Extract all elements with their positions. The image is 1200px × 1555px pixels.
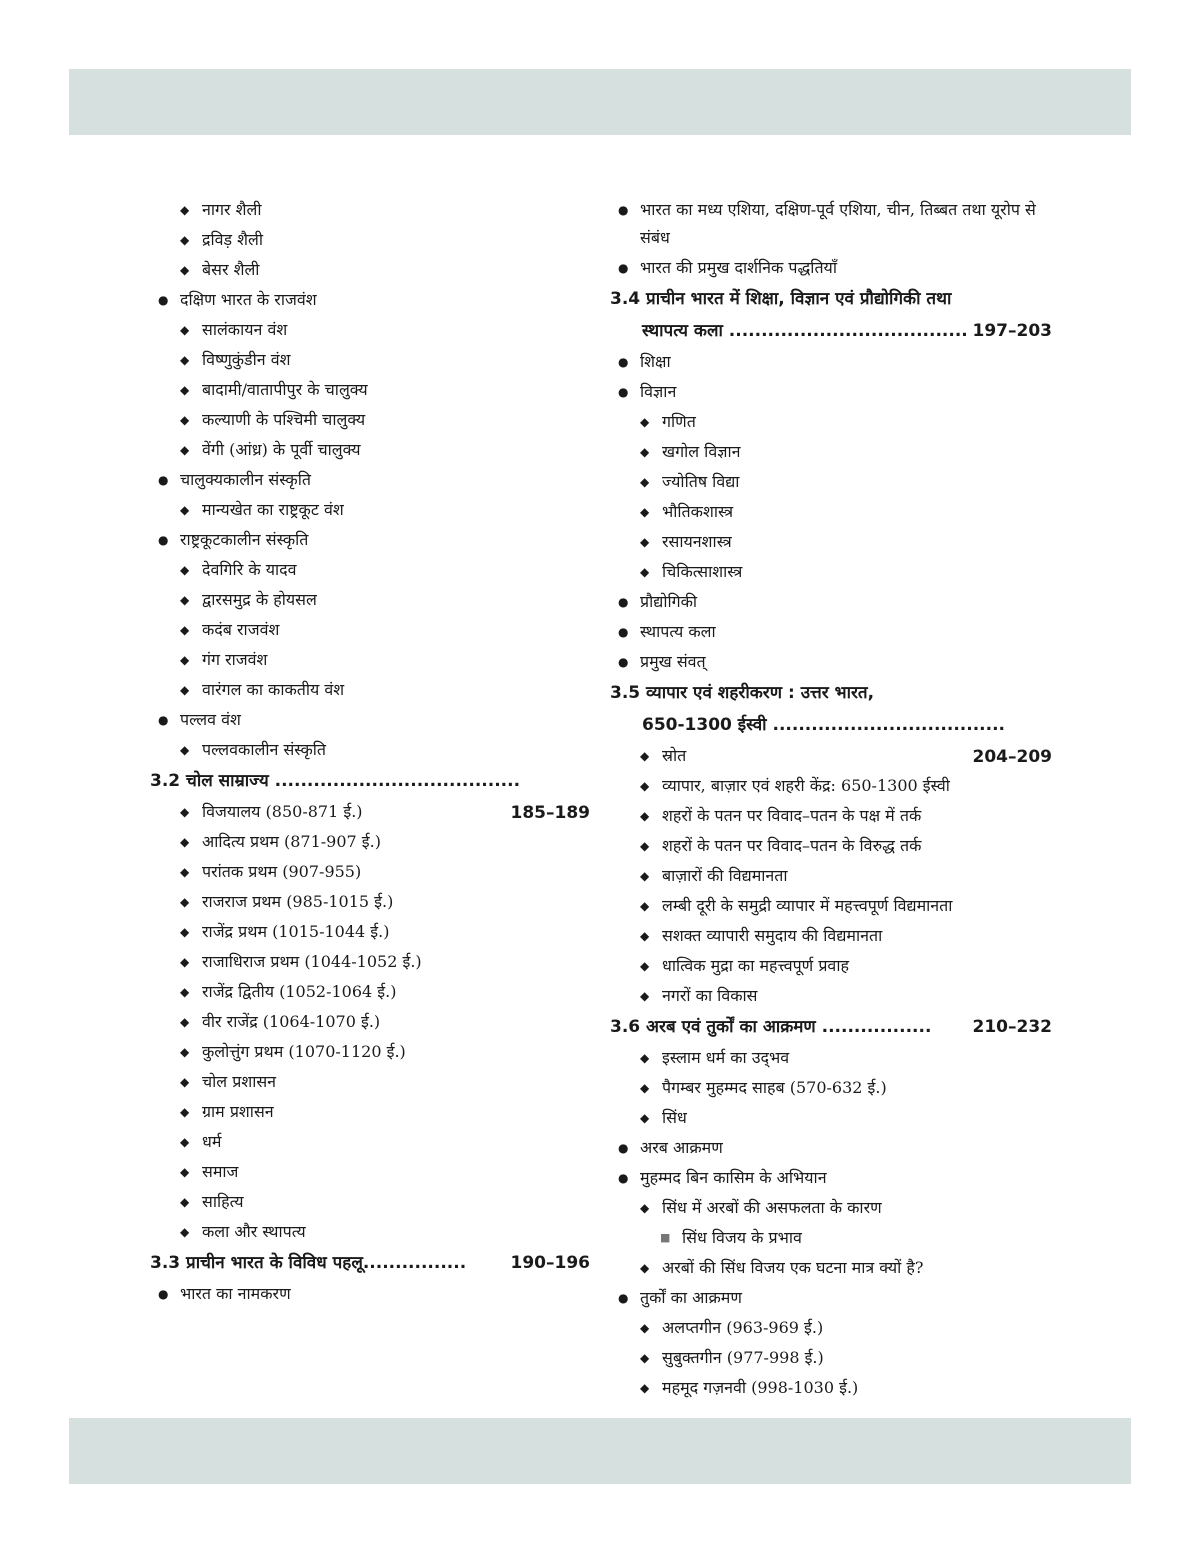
toc-item: [610, 891, 1052, 921]
diamond-bullet-icon: ◆: [180, 203, 190, 217]
toc-item-label: मान्यखेत का राष्ट्रकूट वंश: [202, 500, 344, 519]
diamond-bullet-icon: ◆: [180, 623, 190, 637]
toc-item-label: सिंध में अरबों की असफलता के कारण: [662, 1198, 882, 1217]
toc-item: [610, 1373, 1052, 1403]
toc-item: [610, 1073, 1052, 1103]
bullet-dot-icon: ●: [158, 473, 169, 487]
toc-item-label: शहरों के पतन पर विवाद–पतन के पक्ष में तर्क: [662, 806, 922, 825]
diamond-bullet-icon: ◆: [640, 1321, 650, 1335]
toc-item: [610, 921, 1052, 951]
toc-item: [150, 1067, 590, 1097]
diamond-bullet-icon: ◆: [640, 809, 650, 823]
toc-item-label: परांतक प्रथम (907-955): [202, 862, 362, 881]
toc-item-label: साहित्य: [202, 1192, 244, 1211]
toc-item-label: ग्राम प्रशासन: [202, 1102, 274, 1121]
header-band: [69, 69, 1131, 135]
bullet-dot-icon: ●: [618, 1291, 629, 1305]
toc-item: [150, 555, 590, 585]
toc-item-label: भारत का मध्य एशिया, दक्षिण-पूर्व एशिया, चीन, तिब्बत तथा यूरोप से संबंध: [640, 200, 1036, 247]
toc-item-label: बाज़ारों की विद्यमानता: [662, 866, 788, 885]
bullet-dot-icon: ●: [618, 595, 629, 609]
diamond-bullet-icon: ◆: [180, 1225, 190, 1239]
square-bullet-icon: ■: [660, 1231, 671, 1244]
diamond-bullet-icon: ◆: [640, 445, 650, 459]
diamond-bullet-icon: ◆: [180, 383, 190, 397]
diamond-bullet-icon: ◆: [640, 779, 650, 793]
toc-item: [150, 917, 590, 947]
toc-item: [610, 557, 1052, 587]
toc-item-label: विष्णुकुंडीन वंश: [202, 350, 291, 369]
toc-item: [610, 1163, 1052, 1193]
diamond-bullet-icon: ◆: [640, 415, 650, 429]
section-heading: [610, 1011, 1052, 1043]
toc-item-label: राजेंद्र द्वितीय (1052-1064 ई.): [202, 982, 397, 1001]
toc-item-label: स्रोत: [662, 746, 687, 765]
toc-item: [150, 827, 590, 857]
section-title: 3.5 व्यापार एवं शहरीकरण : उत्तर भारत,: [610, 683, 875, 703]
diamond-bullet-icon: ◆: [180, 925, 190, 939]
diamond-bullet-icon: ◆: [180, 503, 190, 517]
diamond-bullet-icon: ◆: [640, 1351, 650, 1365]
bullet-dot-icon: ●: [158, 713, 169, 727]
toc-right-column: [610, 195, 1052, 1403]
section-heading: [610, 315, 1052, 347]
toc-item: [610, 1103, 1052, 1133]
toc-item: [150, 315, 590, 345]
toc-item-label: प्रमुख संवत्: [640, 652, 706, 671]
toc-item: [610, 195, 1052, 253]
diamond-bullet-icon: ◆: [640, 1081, 650, 1095]
toc-item-label: पल्लव वंश: [180, 710, 241, 729]
section-pages: 185–189: [510, 803, 590, 823]
toc-item: [150, 345, 590, 375]
toc-item-label: नागर शैली: [202, 200, 262, 219]
diamond-bullet-icon: ◆: [640, 535, 650, 549]
footer-band: [69, 1418, 1131, 1484]
toc-item-label: द्वारसमुद्र के होयसल: [202, 590, 317, 609]
toc-item-label: ज्योतिष विद्या: [662, 472, 740, 491]
bullet-dot-icon: ●: [618, 1141, 629, 1155]
toc-item-label: चोल प्रशासन: [202, 1072, 277, 1091]
toc-item-label: विज्ञान: [640, 382, 677, 401]
toc-item: [150, 1097, 590, 1127]
diamond-bullet-icon: ◆: [180, 563, 190, 577]
toc-item-label: समाज: [202, 1162, 239, 1181]
toc-item-label: आदित्य प्रथम (871-907 ई.): [202, 832, 381, 851]
toc-item: [150, 977, 590, 1007]
toc-item-label: वारंगल का काकतीय वंश: [202, 680, 345, 699]
toc-item: [150, 255, 590, 285]
toc-item-label: मुहम्मद बिन कासिम के अभियान: [640, 1168, 827, 1187]
toc-item: [150, 947, 590, 977]
toc-item-label: अलप्तगीन (963-969 ई.): [662, 1318, 824, 1337]
toc-item-label: शहरों के पतन पर विवाद–पतन के विरुद्ध तर्क: [662, 836, 922, 855]
toc-item-label: भारत का नामकरण: [180, 1284, 291, 1303]
diamond-bullet-icon: ◆: [180, 413, 190, 427]
toc-item: [150, 435, 590, 465]
toc-item-label: स्थापत्य कला: [640, 622, 716, 641]
toc-item: [150, 1037, 590, 1067]
toc-item-label: अरब आक्रमण: [640, 1138, 723, 1157]
diamond-bullet-icon: ◆: [640, 899, 650, 913]
diamond-bullet-icon: ◆: [640, 1381, 650, 1395]
toc-item-label: चिकित्साशास्त्र: [662, 562, 743, 581]
toc-item: [150, 1127, 590, 1157]
section-title: स्थापत्य कला .....................................: [642, 321, 968, 341]
toc-item-label: महमूद गज़नवी (998-1030 ई.): [662, 1378, 859, 1397]
toc-item-label: सालंकायन वंश: [202, 320, 288, 339]
toc-item: [610, 981, 1052, 1011]
toc-item-label: तुर्कों का आक्रमण: [640, 1288, 742, 1307]
toc-item-label: धर्म: [202, 1132, 222, 1151]
diamond-bullet-icon: ◆: [640, 989, 650, 1003]
toc-item-label: प्रौद्योगिकी: [640, 592, 698, 611]
toc-item-label: शिक्षा: [640, 352, 671, 371]
toc-item: [150, 1217, 590, 1247]
toc-item-label: रसायनशास्त्र: [662, 532, 732, 551]
toc-item-label: भारत की प्रमुख दार्शनिक पद्धतियाँ: [640, 258, 837, 277]
toc-item: [610, 1343, 1052, 1373]
toc-item-label: गणित: [662, 412, 696, 431]
toc-item-label: वीर राजेंद्र (1064-1070 ई.): [202, 1012, 381, 1031]
diamond-bullet-icon: ◆: [640, 839, 650, 853]
toc-left-column: [150, 195, 590, 1309]
section-title: 3.3 प्राचीन भारत के विविध पहलू................: [150, 1253, 467, 1273]
toc-item: [150, 495, 590, 525]
toc-item: [610, 1253, 1052, 1283]
toc-item-label: चालुक्यकालीन संस्कृति: [180, 470, 311, 489]
section-pages: 190–196: [510, 1253, 590, 1273]
bullet-dot-icon: ●: [618, 355, 629, 369]
diamond-bullet-icon: ◆: [640, 1261, 650, 1275]
diamond-bullet-icon: ◆: [180, 263, 190, 277]
toc-item: [610, 407, 1052, 437]
diamond-bullet-icon: ◆: [640, 929, 650, 943]
diamond-bullet-icon: ◆: [180, 1105, 190, 1119]
toc-item: [610, 437, 1052, 467]
diamond-bullet-icon: ◆: [180, 1075, 190, 1089]
bullet-dot-icon: ●: [618, 655, 629, 669]
diamond-bullet-icon: ◆: [180, 323, 190, 337]
diamond-bullet-icon: ◆: [640, 505, 650, 519]
toc-item: [610, 527, 1052, 557]
toc-item: [150, 645, 590, 675]
toc-item-label: भौतिकशास्त्र: [662, 502, 734, 521]
toc-item: [610, 617, 1052, 647]
toc-item: [610, 1043, 1052, 1073]
toc-item-label: राजराज प्रथम (985-1015 ई.): [202, 892, 394, 911]
toc-item: [610, 771, 1052, 801]
toc-item-label: इस्लाम धर्म का उद्‌भव: [662, 1048, 790, 1067]
diamond-bullet-icon: ◆: [180, 865, 190, 879]
bullet-dot-icon: ●: [158, 293, 169, 307]
toc-item: [150, 195, 590, 225]
diamond-bullet-icon: ◆: [180, 443, 190, 457]
toc-item-label: व्यापार, बाज़ार एवं शहरी केंद्र: 650-1300 ईस्वी: [662, 776, 950, 795]
diamond-bullet-icon: ◆: [640, 1201, 650, 1215]
bullet-dot-icon: ●: [618, 385, 629, 399]
toc-item-label: कल्याणी के पश्चिमी चालुक्य: [202, 410, 366, 429]
toc-item-label: धात्विक मुद्रा का महत्त्वपूर्ण प्रवाह: [662, 956, 849, 975]
section-heading: [150, 1247, 590, 1279]
toc-item: [610, 587, 1052, 617]
toc-item: [610, 741, 1052, 771]
toc-item-label: खगोल विज्ञान: [662, 442, 741, 461]
bullet-dot-icon: ●: [158, 533, 169, 547]
diamond-bullet-icon: ◆: [180, 743, 190, 757]
toc-item-label: सुबुक्तगीन (977-998 ई.): [662, 1348, 824, 1367]
section-pages: 204–209: [972, 747, 1052, 767]
bullet-dot-icon: ●: [158, 1287, 169, 1301]
toc-item: [150, 675, 590, 705]
toc-item-label: बेसर शैली: [202, 260, 260, 279]
toc-item: [150, 797, 590, 827]
toc-item: [610, 861, 1052, 891]
toc-item: [150, 615, 590, 645]
toc-item-label: लम्बी दूरी के समुद्री व्यापार में महत्त्वपूर्ण विद्यमानता: [662, 896, 953, 915]
toc-item: [610, 467, 1052, 497]
toc-item: [150, 465, 590, 495]
diamond-bullet-icon: ◆: [180, 835, 190, 849]
toc-item-label: सिंध: [662, 1108, 687, 1127]
toc-item: [610, 1313, 1052, 1343]
toc-item: [610, 1283, 1052, 1313]
toc-item: [150, 285, 590, 315]
section-title: 3.6 अरब एवं तुर्कों का आक्रमण .................: [610, 1017, 932, 1037]
toc-item-label: कला और स्थापत्य: [202, 1222, 306, 1241]
toc-item: [150, 735, 590, 765]
diamond-bullet-icon: ◆: [180, 1165, 190, 1179]
toc-item-label: वेंगी (आंध्र) के पूर्वी चालुक्य: [202, 440, 361, 459]
section-heading: [610, 283, 1052, 315]
toc-item: [610, 647, 1052, 677]
diamond-bullet-icon: ◆: [640, 565, 650, 579]
diamond-bullet-icon: ◆: [640, 959, 650, 973]
section-title: 3.2 चोल साम्राज्य ......................................: [150, 771, 521, 791]
diamond-bullet-icon: ◆: [640, 475, 650, 489]
toc-item-label: सिंध विजय के प्रभाव: [682, 1228, 802, 1247]
diamond-bullet-icon: ◆: [180, 1045, 190, 1059]
toc-item: [610, 1223, 1052, 1253]
toc-item: [150, 887, 590, 917]
toc-item: [150, 375, 590, 405]
toc-item: [610, 801, 1052, 831]
toc-item: [150, 585, 590, 615]
section-pages: 197–203: [972, 321, 1052, 341]
bullet-dot-icon: ●: [618, 261, 629, 275]
diamond-bullet-icon: ◆: [640, 869, 650, 883]
diamond-bullet-icon: ◆: [180, 895, 190, 909]
diamond-bullet-icon: ◆: [640, 1111, 650, 1125]
toc-item-label: पल्लवकालीन संस्कृति: [202, 740, 327, 759]
diamond-bullet-icon: ◆: [180, 1015, 190, 1029]
toc-item-label: द्रविड़ शैली: [202, 230, 264, 249]
section-pages: 210–232: [972, 1017, 1052, 1037]
section-title: 3.4 प्राचीन भारत में शिक्षा, विज्ञान एवं प्रौद्योगिकी तथा: [610, 289, 952, 309]
toc-item: [610, 253, 1052, 283]
toc-item-label: सशक्त व्यापारी समुदाय की विद्यमानता: [662, 926, 883, 945]
diamond-bullet-icon: ◆: [180, 653, 190, 667]
toc-item-label: कदंब राजवंश: [202, 620, 280, 639]
toc-item: [150, 857, 590, 887]
toc-item: [150, 1187, 590, 1217]
diamond-bullet-icon: ◆: [180, 1135, 190, 1149]
toc-item: [610, 1193, 1052, 1223]
toc-item: [610, 1133, 1052, 1163]
toc-item-label: राजेंद्र प्रथम (1015-1044 ई.): [202, 922, 390, 941]
diamond-bullet-icon: ◆: [180, 353, 190, 367]
toc-item: [150, 225, 590, 255]
diamond-bullet-icon: ◆: [640, 1051, 650, 1065]
toc-item-label: देवगिरि के यादव: [202, 560, 297, 579]
diamond-bullet-icon: ◆: [180, 593, 190, 607]
toc-item: [610, 347, 1052, 377]
section-heading: [610, 677, 1052, 709]
diamond-bullet-icon: ◆: [180, 233, 190, 247]
diamond-bullet-icon: ◆: [640, 749, 650, 763]
toc-item-label: विजयालय (850-871 ई.): [202, 802, 363, 821]
toc-item: [610, 951, 1052, 981]
diamond-bullet-icon: ◆: [180, 985, 190, 999]
diamond-bullet-icon: ◆: [180, 683, 190, 697]
toc-item: [150, 525, 590, 555]
toc-item: [150, 1279, 590, 1309]
toc-item-label: गंग राजवंश: [202, 650, 268, 669]
section-title: 650-1300 ईस्वी ....................................: [642, 715, 1005, 735]
toc-item: [610, 831, 1052, 861]
diamond-bullet-icon: ◆: [180, 805, 190, 819]
toc-item: [150, 705, 590, 735]
diamond-bullet-icon: ◆: [180, 1195, 190, 1209]
toc-item-label: राष्ट्रकूटकालीन संस्कृति: [180, 530, 309, 549]
bullet-dot-icon: ●: [618, 625, 629, 639]
toc-item: [610, 377, 1052, 407]
toc-item-label: अरबों की सिंध विजय एक घटना मात्र क्यों है?: [662, 1258, 924, 1277]
toc-item: [150, 405, 590, 435]
bullet-dot-icon: ●: [618, 203, 629, 217]
toc-item: [150, 1007, 590, 1037]
toc-item: [610, 497, 1052, 527]
toc-item-label: बादामी/वातापीपुर के चालुक्य: [202, 380, 368, 399]
toc-item-label: नगरों का विकास: [662, 986, 758, 1005]
toc-item-label: दक्षिण भारत के राजवंश: [180, 290, 317, 309]
diamond-bullet-icon: ◆: [180, 955, 190, 969]
toc-item-label: कुलोत्तुंग प्रथम (1070-1120 ई.): [202, 1042, 406, 1061]
toc-item-label: पैगम्बर मुहम्मद साहब (570-632 ई.): [662, 1078, 887, 1097]
toc-item: [150, 1157, 590, 1187]
toc-item-label: राजाधिराज प्रथम (1044-1052 ई.): [202, 952, 422, 971]
bullet-dot-icon: ●: [618, 1171, 629, 1185]
